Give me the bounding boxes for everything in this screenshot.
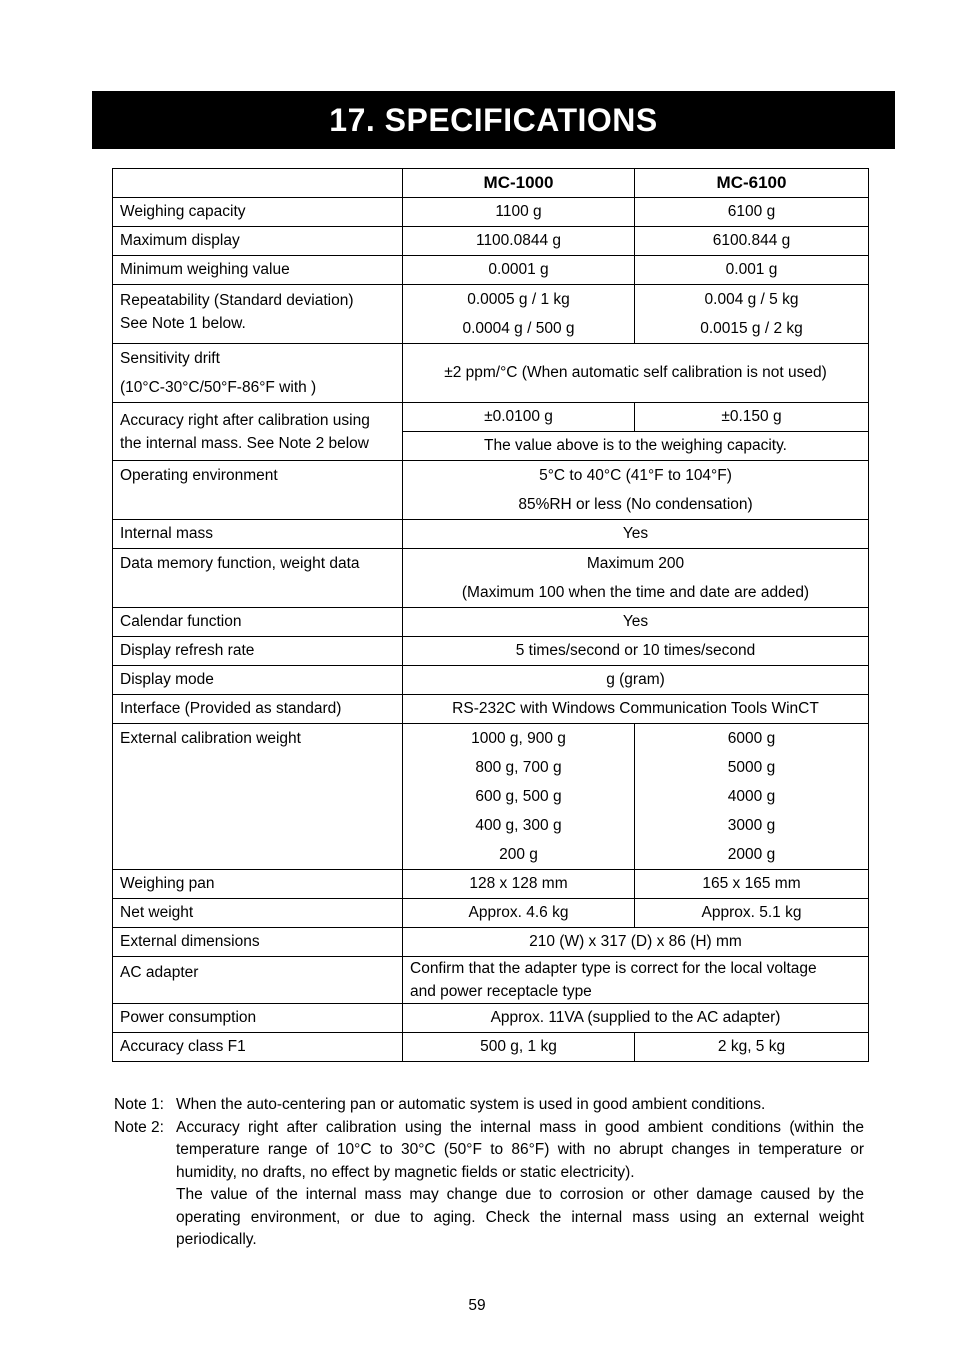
value-line: 0.004 g / 5 kg	[704, 291, 799, 308]
shared-value	[403, 549, 869, 608]
page-number: 59	[468, 1297, 486, 1314]
note-text: When the auto-centering pan or automatic system is used in good ambient conditions.	[176, 1096, 766, 1113]
row-label: Power consumption	[113, 1004, 403, 1033]
shared-value	[403, 957, 869, 1004]
row-weighing-capacity	[113, 198, 869, 227]
row-interface	[113, 695, 869, 724]
value-line: 600 g, 500 g	[475, 788, 562, 805]
header-empty-cell	[113, 169, 403, 198]
header-mc-1000: MC-1000	[403, 169, 635, 198]
note-label: Note 2:	[114, 1118, 164, 1136]
value-line: 200 g	[499, 846, 538, 863]
row-weighing-pan	[113, 870, 869, 899]
value-line: 6000 g	[727, 730, 776, 747]
row-label: Calendar function	[113, 608, 403, 637]
mc6100-value: 2 kg, 5 kg	[635, 1033, 869, 1062]
mc6100-value: 6100 g	[635, 198, 869, 227]
row-calendar	[113, 608, 869, 637]
mc1000-value: 128 x 128 mm	[403, 870, 635, 899]
value-line: (Maximum 100 when the time and date are added)	[461, 584, 810, 601]
shared-value: 210 (W) x 317 (D) x 86 (H) mm	[403, 928, 869, 957]
label-line: Accuracy right after calibration using	[120, 411, 370, 429]
shared-value: ±2 ppm/°C (When automatic self calibration is not used)	[403, 344, 869, 403]
label-line: Sensitivity drift	[120, 350, 220, 367]
shared-value: 5 times/second or 10 times/second	[403, 637, 869, 666]
row-sensitivity-drift	[113, 344, 869, 403]
value-line: 0.0005 g / 1 kg	[467, 291, 570, 308]
row-operating-environment	[113, 461, 869, 520]
label-line: the internal mass. See Note 2 below	[120, 434, 369, 452]
shared-value	[403, 461, 869, 520]
page-title: 17. SPECIFICATIONS	[329, 101, 658, 138]
row-label: External dimensions	[113, 928, 403, 957]
note-paragraph: The value of the internal mass may change due to corrosion or other damage caused by the operating environment, or due to aging. Check the internal mass using an external weight periodically.	[176, 1186, 864, 1248]
row-label: Weighing capacity	[113, 198, 403, 227]
row-accuracy-class	[113, 1033, 869, 1062]
mc6100-value: 0.001 g	[635, 256, 869, 285]
row-label: Maximum display	[113, 227, 403, 256]
row-ac-adapter	[113, 957, 869, 1004]
mc1000-value: 1100.0844 g	[403, 227, 635, 256]
note-1	[114, 1094, 864, 1117]
note-paragraph: Accuracy right after calibration using the internal mass in good ambient conditions (within the temperature range of 10°C to 30°C (50°F to 86°F) with no abrupt changes in temperature or humidity, no drafts, no effect by magnetic fields or static electricity).	[176, 1118, 864, 1181]
row-label: AC adapter	[113, 957, 403, 1004]
value-line: 2000 g	[727, 846, 776, 863]
value-line: 5000 g	[727, 759, 776, 776]
shared-value: RS-232C with Windows Communication Tools WinCT	[403, 695, 869, 724]
value-line: 400 g, 300 g	[475, 817, 562, 834]
row-external-calibration	[113, 724, 869, 870]
note-text-block	[176, 1117, 864, 1252]
row-label: External calibration weight	[113, 724, 403, 870]
value-line: Maximum 200	[586, 555, 685, 572]
row-minimum-weighing	[113, 256, 869, 285]
mc6100-value: ±0.150 g	[635, 403, 869, 432]
value-line: 800 g, 700 g	[475, 759, 562, 776]
table-header-row	[113, 169, 869, 198]
mc6100-value: 6100.844 g	[635, 227, 869, 256]
note-2	[114, 1117, 864, 1252]
row-label	[113, 344, 403, 403]
row-label: Accuracy class F1	[113, 1033, 403, 1062]
row-label: Minimum weighing value	[113, 256, 403, 285]
mc1000-value: 1100 g	[403, 198, 635, 227]
shared-value: Approx. 11VA (supplied to the AC adapter)	[403, 1004, 869, 1033]
value-line: 0.0004 g / 500 g	[462, 320, 575, 337]
row-label	[113, 285, 403, 344]
value-line: Confirm that the adapter type is correct for the local voltage	[410, 960, 817, 977]
row-power-consumption	[113, 1004, 869, 1033]
row-label: Data memory function, weight data	[113, 549, 403, 608]
row-label: Net weight	[113, 899, 403, 928]
row-internal-mass	[113, 520, 869, 549]
row-repeatability	[113, 285, 869, 344]
header-mc-6100: MC-6100	[635, 169, 869, 198]
row-display-mode	[113, 666, 869, 695]
mc6100-value: Approx. 5.1 kg	[635, 899, 869, 928]
row-refresh-rate	[113, 637, 869, 666]
mc1000-value: ±0.0100 g	[403, 403, 635, 432]
label-line: See Note 1 below.	[120, 315, 246, 332]
value-line: 3000 g	[727, 817, 776, 834]
note-label: Note 1:	[114, 1096, 164, 1113]
label-line: (10°C-30°C/50°F-86°F with )	[120, 379, 317, 396]
row-label: Internal mass	[113, 520, 403, 549]
mc1000-value: 0.0001 g	[403, 256, 635, 285]
shared-value: g (gram)	[403, 666, 869, 695]
specifications-table	[112, 168, 869, 1062]
mc1000-value: Approx. 4.6 kg	[403, 899, 635, 928]
value-line: 1000 g, 900 g	[471, 730, 566, 747]
mc1000-value	[403, 724, 635, 870]
shared-value: Yes	[403, 520, 869, 549]
value-line: and power receptacle type	[410, 983, 592, 1000]
value-line: 85%RH or less (No condensation)	[518, 496, 753, 513]
mc6100-value	[635, 724, 869, 870]
row-label: Weighing pan	[113, 870, 403, 899]
value-line: 0.0015 g / 2 kg	[700, 320, 803, 337]
mc1000-value	[403, 285, 635, 344]
value-line: 4000 g	[727, 788, 776, 805]
row-net-weight	[113, 899, 869, 928]
row-maximum-display	[113, 227, 869, 256]
row-data-memory	[113, 549, 869, 608]
row-label: Interface (Provided as standard)	[113, 695, 403, 724]
row-label: Display mode	[113, 666, 403, 695]
row-accuracy	[113, 403, 869, 432]
title-bar	[92, 91, 895, 149]
row-label: Operating environment	[113, 461, 403, 520]
mc6100-value: 165 x 165 mm	[635, 870, 869, 899]
mc1000-value: 500 g, 1 kg	[403, 1033, 635, 1062]
shared-value: Yes	[403, 608, 869, 637]
notes-section	[114, 1094, 864, 1252]
mc6100-value	[635, 285, 869, 344]
row-label: Display refresh rate	[113, 637, 403, 666]
value-line: 5°C to 40°C (41°F to 104°F)	[539, 467, 732, 484]
row-external-dimensions	[113, 928, 869, 957]
label-line: Repeatability (Standard deviation)	[120, 292, 354, 309]
row-label	[113, 403, 403, 461]
shared-value: The value above is to the weighing capacity.	[403, 432, 869, 461]
